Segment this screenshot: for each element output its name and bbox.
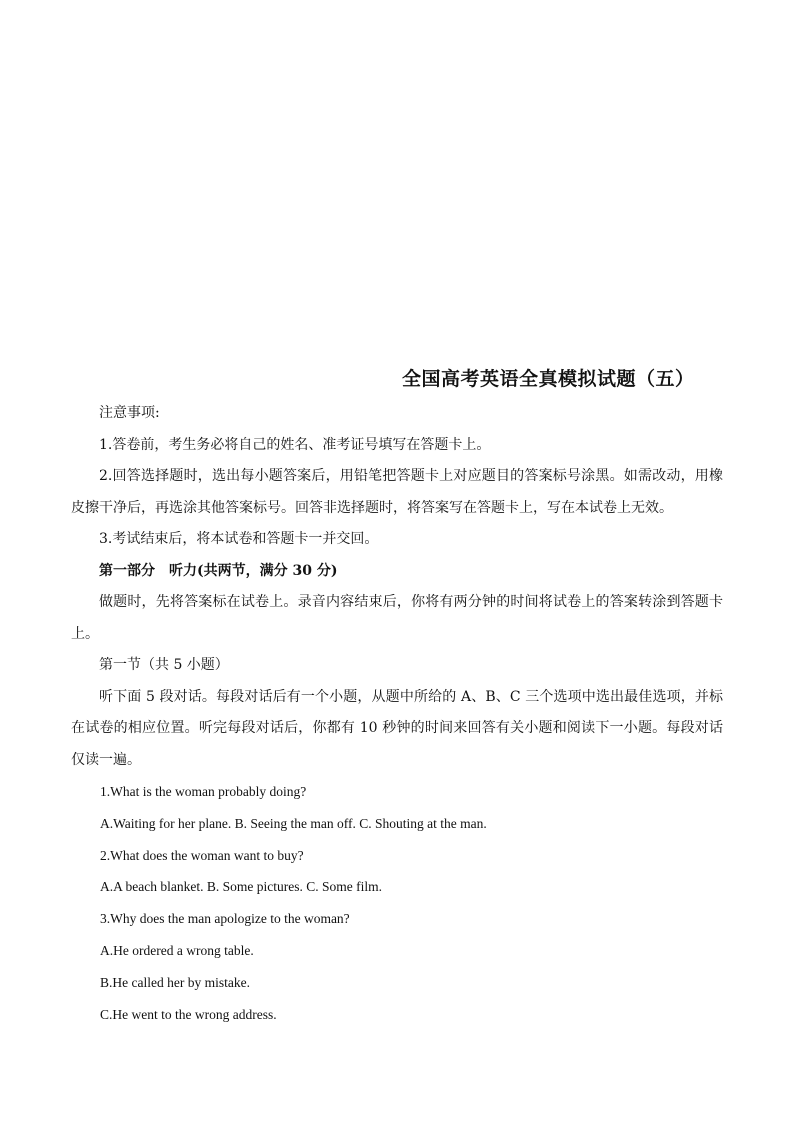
question-2: 2.What does the woman want to buy? bbox=[100, 847, 304, 863]
part1-instruction: 做题时，先将答案标在试卷上。录音内容结束后，你将有两分钟的时间将试卷上的答案转涂到答题卡上。 bbox=[71, 594, 723, 642]
notice-item-1: 1.答卷前，考生务必将自己的姓名、准考证号填写在答题卡上。 bbox=[99, 436, 491, 453]
exam-title: 全国高考英语全真模拟试题（五） bbox=[402, 368, 695, 390]
question-3: 3.Why does the man apologize to the woman? bbox=[100, 911, 350, 927]
question-3-option-a: A.He ordered a wrong table. bbox=[100, 942, 254, 958]
question-2-options: A.A beach blanket. B. Some pictures. C. Some film. bbox=[100, 879, 382, 895]
question-1-options: A.Waiting for her plane. B. Seeing the man off. C. Shouting at the man. bbox=[100, 815, 487, 831]
question-3-option-b: B.He called her by mistake. bbox=[100, 974, 250, 990]
section1-instruction: 听下面 5 段对话。每段对话后有一个小题，从题中所给的 A、B、C 三个选项中选出最佳选项，并标在试卷的相应位置。听完每段对话后，你都有 10 秒钟的时间来回答有关小题和阅读下一小题。每段对话仅读一遍。 bbox=[71, 688, 723, 768]
part1-heading: 第一部分 听力(共两节，满分 30 分) bbox=[99, 562, 338, 579]
question-3-option-c: C.He went to the wrong address. bbox=[100, 1006, 277, 1022]
exam-content bbox=[71, 398, 723, 1030]
notice-item-3: 3.考试结束后，将本试卷和答题卡一并交回。 bbox=[99, 531, 379, 547]
section1-heading: 第一节（共 5 小题） bbox=[99, 657, 229, 673]
notice-heading: 注意事项: bbox=[99, 405, 160, 421]
notice-item-2: 2.回答选择题时，选出每小题答案后，用铅笔把答题卡上对应题目的答案标号涂黑。如需改动，用橡皮擦干净后，再选涂其他答案标号。回答非选择题时，将答案写在答题卡上，写在本试卷上无效。 bbox=[71, 468, 723, 516]
question-1: 1.What is the woman probably doing? bbox=[100, 784, 307, 799]
